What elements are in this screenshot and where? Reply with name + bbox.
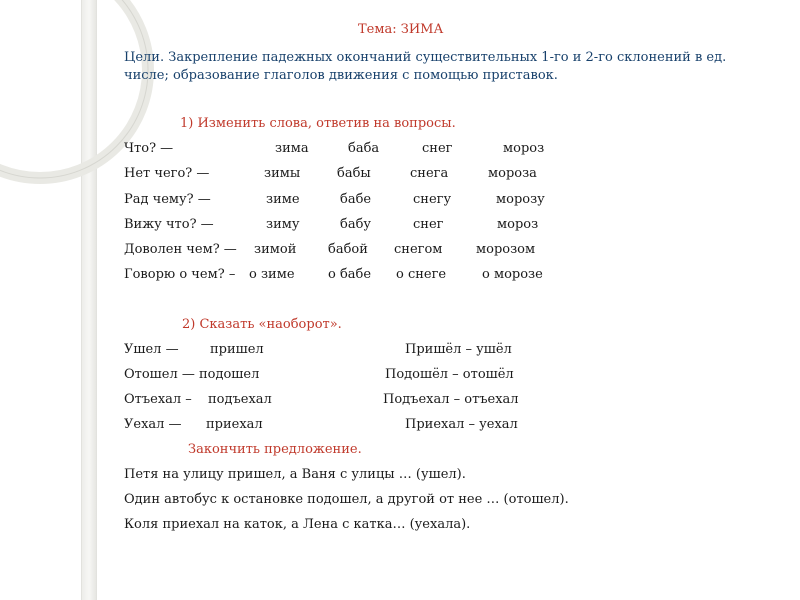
word-baba: баба: [348, 141, 380, 156]
word-zima: зимой: [254, 242, 297, 257]
goal-line-1: Цели. Закрепление падежных окончаний существительных 1-го и 2-го склонений в ед.: [124, 50, 727, 65]
word-zima: о зиме: [249, 267, 295, 282]
word-baba: бабой: [328, 242, 368, 257]
word-baba: бабу: [340, 217, 372, 232]
word-moroz: мороз: [503, 141, 545, 156]
word-sneg: снег: [422, 141, 453, 156]
word-sneg: снег: [413, 217, 444, 232]
sentence: Петя на улицу пришел, а Ваня с улицы … (ушел).: [124, 467, 466, 482]
word-sneg: снега: [410, 166, 449, 181]
slide-title: Тема: ЗИМА: [358, 22, 444, 37]
word-moroz: мороз: [497, 217, 539, 232]
pair-left: Отошел — подошел: [124, 367, 260, 382]
pair-right: Подъехал – отъехал: [383, 392, 519, 407]
pair-left: Отъехал –: [124, 392, 192, 407]
word-sneg: о снеге: [396, 267, 447, 282]
word-zima: зима: [275, 141, 309, 156]
task2-heading: 2) Сказать «наоборот».: [182, 317, 342, 332]
question: Рад чему? —: [124, 192, 211, 207]
word-zima: зиму: [266, 217, 300, 232]
sentence: Коля приехал на каток, а Лена с катка… (уехала).: [124, 517, 471, 532]
word-sneg: снегом: [394, 242, 443, 257]
pair-right: Подошёл – отошёл: [385, 367, 514, 382]
question: Вижу что? —: [124, 217, 214, 232]
task1-heading: 1) Изменить слова, ответив на вопросы.: [180, 116, 456, 131]
question: Что? —: [124, 141, 174, 156]
pair-right: Приехал – уехал: [405, 417, 518, 432]
pair-mid: приехал: [206, 417, 263, 432]
pair-mid: подъехал: [208, 392, 272, 407]
goal-line-2: числе; образование глаголов движения с помощью приставок.: [124, 68, 558, 83]
sentence: Один автобус к остановке подошел, а другой от нее … (отошел).: [124, 492, 569, 507]
word-baba: бабе: [340, 192, 372, 207]
word-baba: бабы: [337, 166, 371, 181]
word-moroz: морозу: [496, 192, 545, 207]
task3-heading: Закончить предложение.: [188, 442, 362, 457]
question: Говорю о чем? –: [124, 267, 236, 282]
word-zima: зиме: [266, 192, 300, 207]
word-moroz: о морозе: [482, 267, 543, 282]
word-moroz: мороза: [488, 166, 537, 181]
pair-left: Уехал —: [124, 417, 182, 432]
word-zima: зимы: [264, 166, 301, 181]
pair-mid: пришел: [210, 342, 264, 357]
pair-left: Ушел —: [124, 342, 179, 357]
word-sneg: снегу: [413, 192, 452, 207]
question: Доволен чем? —: [124, 242, 237, 257]
question: Нет чего? —: [124, 166, 210, 181]
pair-right: Пришёл – ушёл: [405, 342, 512, 357]
word-baba: о бабе: [328, 267, 372, 282]
word-moroz: морозом: [476, 242, 536, 257]
